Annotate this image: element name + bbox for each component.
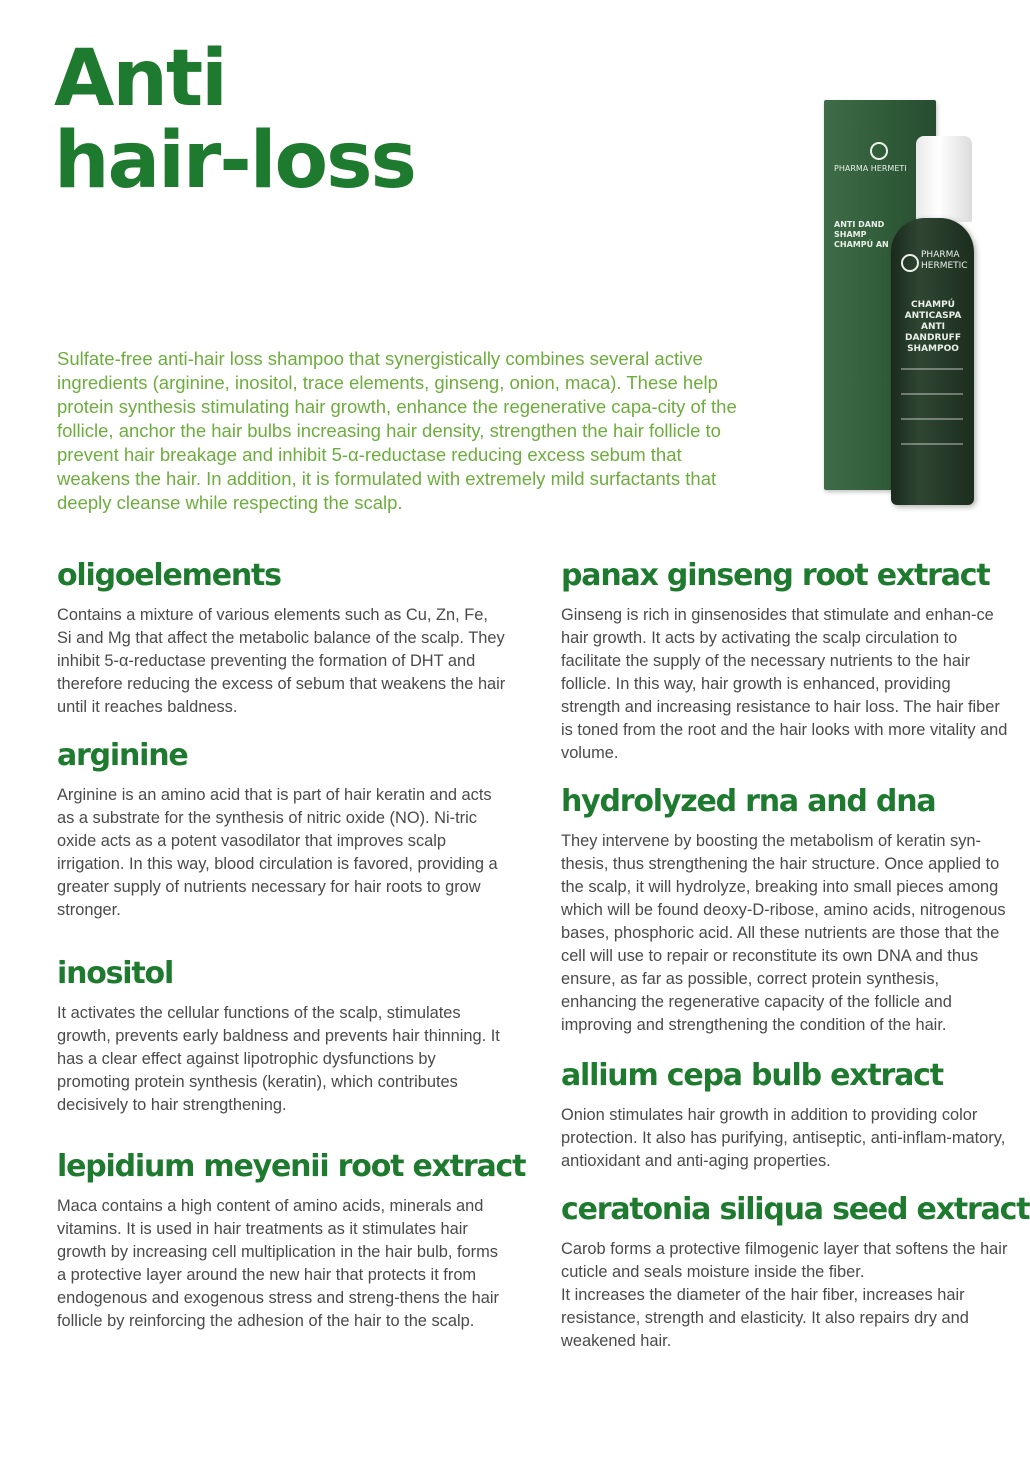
brand-flower-icon <box>870 142 888 160</box>
section-heading: hydrolyzed rna and dna <box>561 784 936 819</box>
product-image <box>824 100 974 505</box>
page-title <box>54 34 415 206</box>
bottle-label-line <box>901 368 963 370</box>
section-heading: lepidium meyenii root extract <box>57 1149 526 1184</box>
bottle-product-name: CHAMPÚ ANTICASPA ANTI DANDRUFF SHAMPOO <box>904 300 962 354</box>
section-heading: inositol <box>57 956 174 991</box>
section-ceratonia-siliqua <box>561 1192 1030 1353</box>
section-heading: panax ginseng root extract <box>561 558 990 593</box>
section-body: Arginine is an amino acid that is part of hair keratin and acts as a substrate for the synthesis of nitric oxide (NO). Ni-tric oxide acts as a potent vasodilator that improves scalp irrigation. In this way, blood circulation is favored, providing a greater supply of nutrients necessary for hair roots to grow stronger. <box>57 786 498 919</box>
box-product-name: ANTI DAND SHAMP CHAMPÚ AN <box>834 220 889 249</box>
section-body-continued: It increases the diameter of the hair fiber, increases hair resistance, strength and elasticity. It also repairs dry and weakened hair. <box>561 1286 969 1350</box>
bottle-label-line <box>901 443 963 445</box>
section-body: Ginseng is rich in ginsenosides that stimulate and enhan-ce hair growth. It acts by activating the scalp circulation to facilitate the supply of the necessary nutrients to the hair follicle. In this way, hair growth is enhanced, providing strength and increasing resistance to hair loss. The hair fiber is toned from the root and the hair looks with more vitality and volume. <box>561 606 1008 762</box>
section-heading: ceratonia siliqua seed extract <box>561 1192 1030 1227</box>
section-oligoelements <box>57 558 507 719</box>
section-heading: allium cepa bulb extract <box>561 1058 943 1093</box>
section-hydrolyzed-rna-dna <box>561 784 1011 1037</box>
title-line-1: Anti <box>54 34 226 124</box>
product-bottle <box>891 218 974 505</box>
brand-flower-icon <box>901 254 919 272</box>
section-heading: oligoelements <box>57 558 281 593</box>
bottle-label-line <box>901 393 963 395</box>
section-lepidium-meyenii <box>57 1149 526 1333</box>
bottle-cap <box>916 136 972 222</box>
section-body: They intervene by boosting the metabolism of keratin syn-thesis, thus strengthening the hair structure. Once applied to the scalp, it will hydrolyze, breaking into small pieces among which will be found deoxy-D-ribose, amino acids, nitrogenous bases, phosphoric acid. All these nutrients are those that the cell will use to repair or reconstitute its own DNA and thus ensure, as far as possible, correct protein synthesis, enhancing the regenerative capacity of the follicle and improving and strengthening the condition of the hair. <box>561 832 1006 1034</box>
section-inositol <box>57 956 507 1117</box>
section-body: Maca contains a high content of amino acids, minerals and vitamins. It is used in hair treatments as it stimulates hair growth by increasing cell multiplication in the hair bulb, forms a protective layer around the new hair that protects it from endogenous and exogenous stress and streng-thens the hair follicle by reinforcing the adhesion of the hair to the scalp. <box>57 1197 499 1330</box>
intro-paragraph: Sulfate-free anti-hair loss shampoo that synergistically combines several active ingredients (arginine, inositol, trace elements, ginseng, onion, maca). These help protein synthesis stimulating hair growth, enhance the regenerative capa-city of the follicle, anchor the hair bulbs increasing hair density, strengthen the hair follicle to prevent hair breakage and inhibit 5-α-reductase reducing excess sebum that weakens the hair. In addition, it is formulated with extremely mild surfactants that deeply cleanse while respecting the scalp. <box>57 348 737 513</box>
section-arginine <box>57 738 507 922</box>
bottle-label-line <box>901 418 963 420</box>
bottle-brand-text: PHARMA HERMETIC <box>921 250 968 271</box>
section-body: Carob forms a protective filmogenic layer that softens the hair cuticle and seals moisture inside the fiber. <box>561 1240 1008 1281</box>
box-brand-text: PHARMA HERMETI <box>834 164 907 173</box>
section-body: Onion stimulates hair growth in addition to providing color protection. It also has purifying, antiseptic, anti-inflam-matory, antioxidant and anti-aging properties. <box>561 1106 1006 1170</box>
section-body: Contains a mixture of various elements such as Cu, Zn, Fe, Si and Mg that affect the metabolic balance of the scalp. They inhibit 5-α-reductase preventing the formation of DHT and therefore reducing the excess of sebum that weakens the hair until it reaches baldness. <box>57 606 506 716</box>
section-body: It activates the cellular functions of the scalp, stimulates growth, prevents early baldness and prevents hair thinning. It has a clear effect against lipotrophic dysfunctions by promoting protein synthesis (keratin), which contributes decisively to hair strengthening. <box>57 1004 500 1114</box>
section-heading: arginine <box>57 738 188 773</box>
section-panax-ginseng <box>561 558 1011 765</box>
title-line-2: hair-loss <box>54 116 415 206</box>
section-allium-cepa <box>561 1058 1011 1173</box>
